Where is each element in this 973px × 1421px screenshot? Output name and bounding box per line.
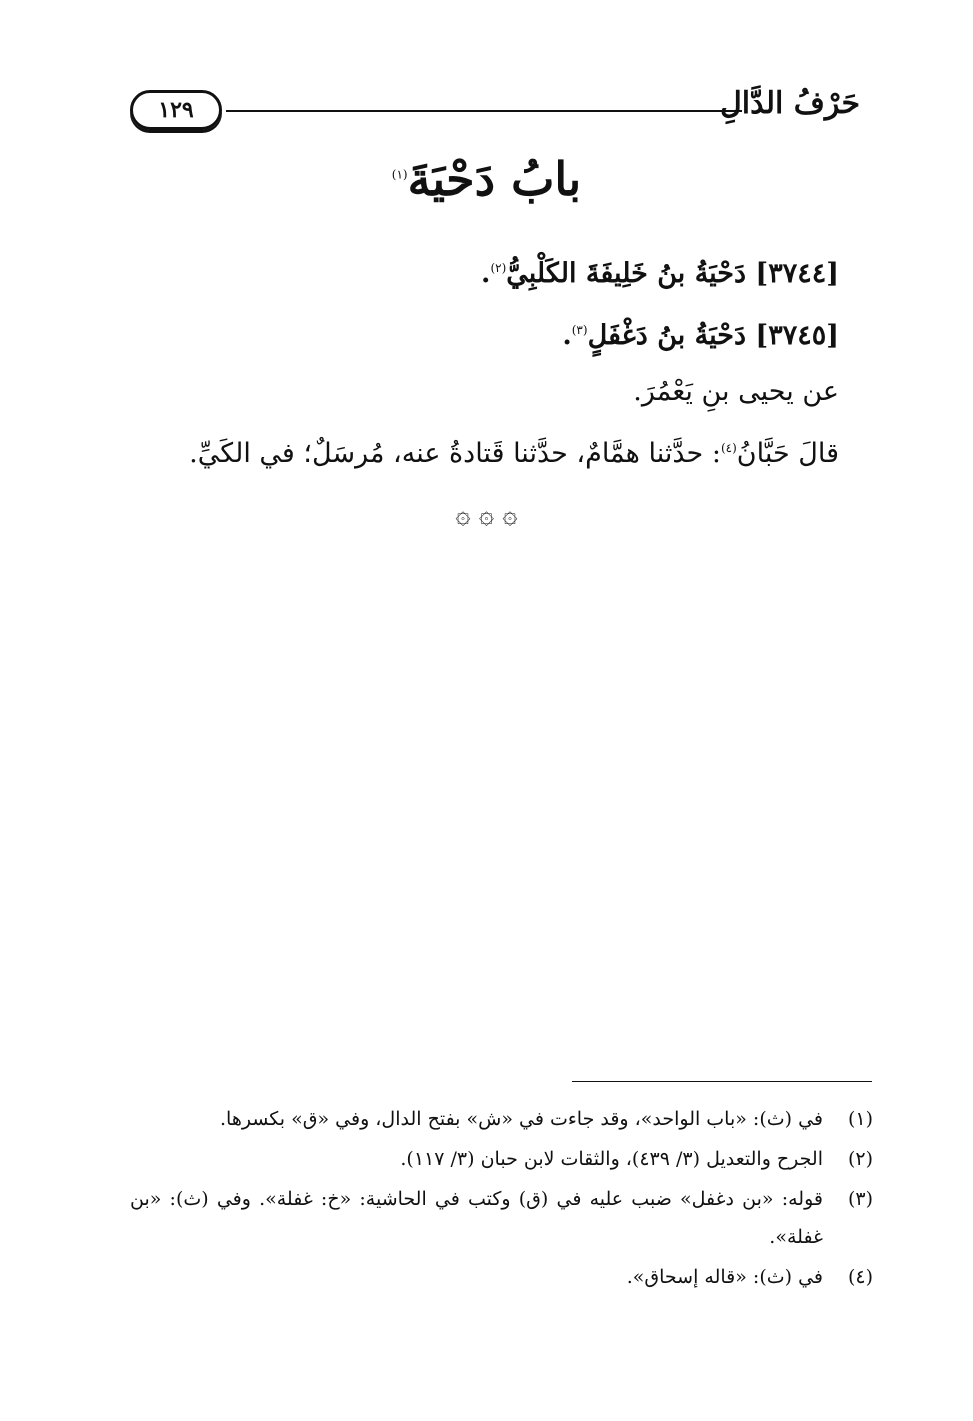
footnote-number: (١) — [847, 1108, 873, 1130]
entry-text: [٣٧٤٤] دَحْيَةُ بنُ خَلِيفَةَ الكَلْبِيُّ — [506, 258, 839, 289]
body-line — [189, 420, 839, 482]
footnote-text: في (ث): «قاله إسحاق». — [626, 1266, 823, 1288]
footnote-item — [130, 1258, 873, 1296]
chapter-title-text: بابُ دَحْيَةَ — [407, 152, 582, 206]
section-ornament: ۞ ۞ ۞ — [455, 500, 518, 530]
footnote-text: في (ث): «باب الواحد»، وقد جاءت في «ش» بفتح الدال، وفي «ق» بكسرها. — [220, 1108, 823, 1130]
footnote-item — [130, 1100, 873, 1138]
body-line-rest: : حدَّثنا همَّامٌ، حدَّثنا قَتادةُ عنه، مُرسَلٌ؛ في الكَيِّ. — [189, 438, 721, 469]
entry-line — [250, 240, 839, 302]
chapter-title — [0, 152, 973, 206]
page-header — [130, 88, 860, 136]
footnote-ref: (١) — [391, 167, 408, 182]
entry-line — [250, 302, 839, 364]
running-head: حَرْفُ الدَّالِ — [720, 86, 860, 121]
entry-end: . — [562, 320, 572, 351]
header-rule — [226, 110, 742, 112]
page-number-badge — [130, 90, 222, 130]
page-number: ١٢٩ — [158, 97, 194, 123]
footnote-item — [130, 1140, 873, 1178]
footnote-item — [130, 1180, 873, 1256]
footnote-ref: (٢) — [490, 261, 507, 275]
footnotes — [130, 1100, 873, 1298]
body-line-start: قالَ حَبَّانُ — [736, 438, 839, 469]
footnote-number: (٤) — [847, 1266, 873, 1288]
body-text — [189, 240, 839, 482]
entry-end: . — [481, 258, 491, 289]
footnote-text: الجرح والتعديل (٣/ ٤٣٩)، والثقات لابن حبان (٣/ ١١٧). — [400, 1148, 823, 1170]
footnote-ref: (٤) — [720, 441, 737, 455]
body-line: عن يحيى بنِ يَعْمُرَ. — [633, 376, 839, 407]
entry-text: [٣٧٤٥] دَحْيَةُ بنُ دَغْفَلٍ — [587, 320, 839, 351]
footnote-number: (٢) — [847, 1148, 873, 1170]
footnote-ref: (٣) — [571, 323, 588, 337]
footnote-separator — [572, 1081, 872, 1082]
footnote-number: (٣) — [847, 1188, 873, 1210]
footnote-text: قوله: «بن دغفل» ضبب عليه في (ق) وكتب في الحاشية: «خ: غفلة». وفي (ث): «بن غفلة». — [130, 1188, 823, 1248]
